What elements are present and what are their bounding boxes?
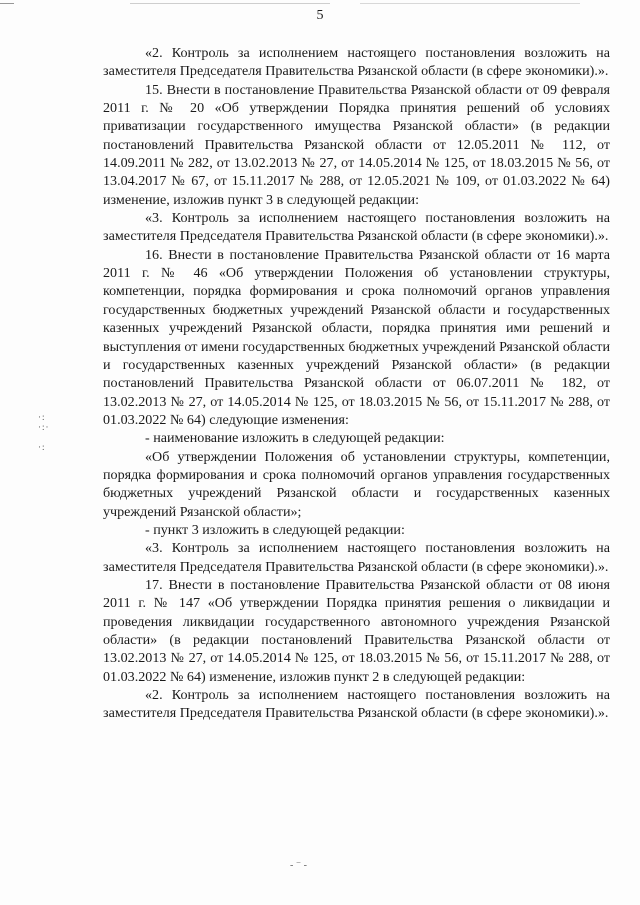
paragraph: «3. Контроль за исполнением настоящего постановления возложить на заместителя Председателя Правительства Рязанской области (в сфере экономики).». xyxy=(103,540,610,575)
scan-artifact-bottom: - ⁻ - xyxy=(290,860,307,871)
scan-artifact-top xyxy=(130,3,330,4)
scan-specks-left: ·: ·:· ·: xyxy=(38,412,50,452)
paragraph: 17. Внести в постановление Правительства Рязанской области от 08 июня 2011 г. № 147 «Об утверждении Порядка принятия решения о ликвидации и проведения ликвидации государственного автономного учреждения Рязанской области» (в редакции постановлений Правительства Рязанской области от 13.02.2013 № 27, от 14.05.2014 № 125, от 18.03.2015 № 56, от 15.11.2017 № 288, от 01.03.2022 № 64) изменение, изложив пункт 2 в следующей редакции: xyxy=(103,576,610,685)
page-number: 5 xyxy=(316,8,324,23)
paragraph: «2. Контроль за исполнением настоящего постановления возложить на заместителя Председателя Правительства Рязанской области (в сфере экономики).». xyxy=(103,45,610,80)
paragraph: - наименование изложить в следующей редакции: xyxy=(145,430,445,447)
paragraph: «Об утверждении Положения об установлении структуры, компетенции, порядка формирования и срока полномочий органов управления государственных бюджетных учреждений Рязанской области и государственных казенных учреждений Рязанской области»; xyxy=(103,448,610,520)
paragraph: «2. Контроль за исполнением настоящего постановления возложить на заместителя Председателя Правительства Рязанской области (в сфере экономики).». xyxy=(103,687,610,722)
paragraph: 16. Внести в постановление Правительства Рязанской области от 16 марта 2011 г. № 46 «Об утверждении Положения об установлении структуры, компетенции, порядка формирования и срока полномочий органов управления государственных бюджетных учреждений Рязанской области и государственных казенных учреждений Рязанской области, порядка принятия ими решений и выступления от имени государственных бюджетных учреждений Рязанской области и государственных казенных учреждений Рязанской области» (в редакции постановлений Правительства Рязанской области от 06.07.2011 № 182, от 13.02.2013 № 27, от 14.05.2014 № 125, от 18.03.2015 № 56, от 15.11.2017 № 288, от 01.03.2022 № 64) следующие изменения: xyxy=(103,246,610,428)
paragraph: 15. Внести в постановление Правительства Рязанской области от 09 февраля 2011 г. № 20 «Об утверждении Порядка принятия решений об условиях приватизации государственного имущества Рязанской области» (в редакции постановлений Правительства Рязанской области от 12.05.2011 № 112, от 14.09.2011 № 282, от 13.02.2013 № 27, от 14.05.2014 № 125, от 18.03.2015 № 56, от 13.04.2017 № 67, от 15.11.2017 № 288, от 12.05.2021 № 109, от 01.03.2022 № 64) изменение, изложив пункт 3 в следующей редакции: xyxy=(103,81,610,208)
scan-artifact-top-left xyxy=(0,3,14,4)
document-body xyxy=(103,44,610,723)
paragraph: - пункт 3 изложить в следующей редакции: xyxy=(145,521,405,538)
paragraph: «3. Контроль за исполнением настоящего постановления возложить на заместителя Председателя Правительства Рязанской области (в сфере экономики).». xyxy=(103,210,610,245)
scan-artifact-top-right xyxy=(360,3,580,4)
